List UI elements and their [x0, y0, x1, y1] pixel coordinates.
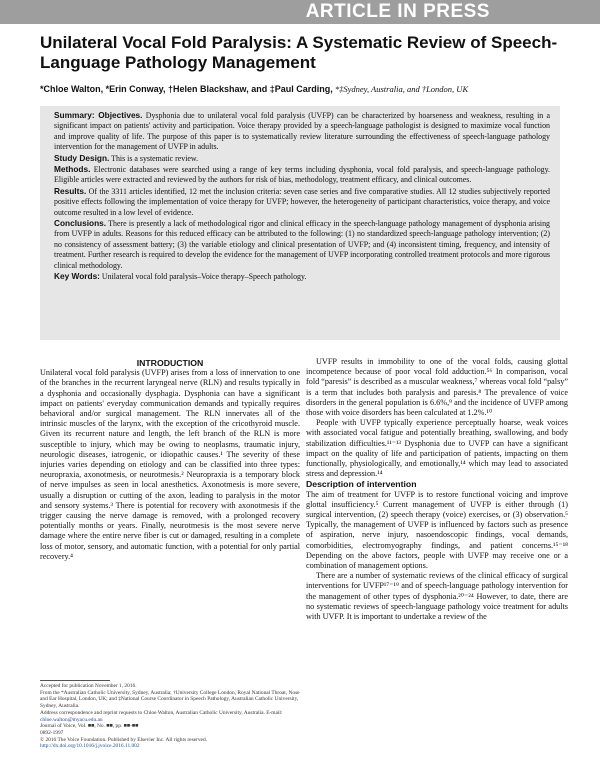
abstract-keywords [54, 271, 550, 282]
conclusions-text: There is presently a lack of methodological rigor and clinical efficacy in the speech-language pathology management of dysphonia arising from UVFP in adults. Reasons for this reduced efficacy can be attributed to the following: (1) no standardized speech-language pathology intervention; (2) no consistency of assessment battery; (3) the variable etiology and clinical presentation of UVFP; and (4) inconsistent timing, frequency, and intensity of treatment. Further research is required to develop the evidence for the management of UVFP incorporating controlled treatment protocols and more rigorous clinical methodology. [54, 219, 550, 270]
summary-text: Dysphonia due to unilateral vocal fold paralysis (UVFP) can be characterized by hoarseness and weakness, resulting in a significant impact on patients' activity and participation. Voice therapy provided by a speech-language pathologist is designed to maximize vocal function and improve quality of life. The purpose of this paper is to systematically review literature surrounding the effectiveness of speech-language pathology intervention for the management of UVFP in adults. [54, 111, 551, 152]
footnote-accepted: Accepted for publication November 1, 2016. [40, 683, 137, 689]
footnotes [40, 683, 302, 750]
left-column [40, 358, 300, 562]
introduction-heading: INTRODUCTION [136, 358, 204, 368]
abstract-design [54, 153, 550, 164]
abstract [54, 110, 550, 283]
intro-paragraph-1: Unilateral vocal fold paralysis (UVFP) arises from a loss of innervation to one of the branches in the recurrent laryngeal nerve (RLN) and results typically in a dysphonia and occasionally dysphagia. Dysphonia can have a significant impact on patients' everyday communication demands and typically requires behavioral and/or surgical management. The RLN innervates all of the intrinsic muscles of the larynx, with the exception of the cricothyroid muscle. Given its recurrent nature and length, the left branch of the RLN is more susceptible to injury, which may be owing to neoplasms, traumatic injury, neurologic diseases, iatrogenic, or idiopathic causes.¹ The severity of these injuries varies depending on etiology and can be classified into three types: neuropraxia, axonotmesis, or neurotmesis.² Neuropraxia is a temporary block of nerve impulses as seen in local anesthetics. Axonotmesis is more severe, usually a disruption or cutting of the axon, leading to paralysis in the motor and sensory systems.³ There is potential for recovery with axonotmesis if the trigger causing the nerve damage is removed, with a prolonged recovery potentially months or years. Finally, neurotmesis is the most severe nerve damage where the entire nerve fiber is cut or damaged, resulting in a complete loss of motor, sensory, and automatic function, with a potential for only partial recovery.⁴ [40, 368, 300, 561]
article-title: Unilateral Vocal Fold Paralysis: A Systematic Review of Speech-Language Pathology Management [40, 33, 558, 72]
footnote-address [40, 710, 302, 723]
footnote-copyright: © 2016 The Voice Foundation. Published by Elsevier Inc. All rights reserved. [40, 736, 207, 743]
right-column [306, 357, 568, 622]
abstract-conclusions [54, 218, 550, 271]
banner-text: ARTICLE IN PRESS [305, 1, 490, 22]
abstract-summary [54, 110, 550, 153]
footnote-issn: 0892-1997 [40, 729, 64, 736]
right-paragraph-1: UVFP results in immobility to one of the vocal folds, causing glottal incompetence because of poor vocal fold adduction.⁵⁶ In comparison, vocal fold “paresis” is described as a muscular weakness,⁷ whereas vocal fold “palsy” is a term that includes both paralysis and paresis.⁸ The prevalence of voice disorders in the general population is 6.6%,⁹ and the incidence of UVFP among those with voice disorders has been calculated at 1.2%.¹⁰ [306, 357, 568, 418]
right-paragraph-2: People with UVFP typically experience perceptually hoarse, weak voices with associated vocal fatigue and potentially breathing, swallowing, and body stabilization difficulties.¹¹⁻¹³ Dysphonia due to UVFP can have a significant impact on the quality of life and participation of patients, impacting on them functionally, physiologically, and emotionally,¹⁴ which may lead to associated stress and depression.¹⁴ [306, 418, 568, 479]
footnote-from: From the *Australian Catholic University, Sydney, Australia; †University College London, Royal National Throat, Nose and Ear Hospital, London, UK; and ‡National Course Coordinator in Speech Pathology, Australian Catholic University, Sydney, Australia. [40, 689, 300, 710]
footnote-email-link[interactable]: chloe.walton@myacu.edu.au [40, 716, 103, 723]
author-line [40, 83, 580, 95]
methods-text: Electronic databases were searched using a range of key terms including dysphonia, vocal fold paralysis, and speech-language pathology. Eligible articles were extracted and reviewed by the authors for risk of bias, methodology, treatment efficacy, and clinical outcomes. [54, 165, 550, 185]
abstract-methods [54, 164, 550, 186]
author-affiliations: *‡Sydney, Australia, and †London, UK [332, 84, 469, 94]
summary-label: Summary: Objectives. [54, 110, 143, 120]
keywords-text: Unilateral vocal fold paralysis–Voice therapy–Speech pathology. [99, 272, 307, 282]
keywords-label: Key Words: [54, 271, 100, 282]
right-paragraph-3: The aim of treatment for UVFP is to restore functional voicing and improve glottal insufficiency.⁵ Current management of UVFP is either through (1) surgical intervention, (2) speech therapy (voice) exercises, or (3) observation.⁵ Typically, the management of UVFP is influenced by factors such as presence of aspiration, nerve injury, nasoendoscopic findings, vocal demands, comorbidities, electromyography findings, and patient concerns.¹⁵⁻¹⁸ Depending on the above factors, people with UVFP may receive one or a combination of management options. [306, 489, 568, 571]
footnote-address-text: Address correspondence and reprint requests to Chloe Walton, Australian Catholic University, Australia. E-mail: [40, 709, 283, 716]
design-label: Study Design. [54, 152, 110, 163]
abstract-results [54, 186, 550, 218]
footnote-journal: Journal of Voice, Vol. ■■, No. ■■, pp. ■■-■■ [40, 723, 139, 730]
conclusions-label: Conclusions. [54, 218, 107, 229]
results-label: Results. [54, 185, 87, 196]
right-paragraph-4: There are a number of systematic reviews of the clinical efficacy of surgical interventions for UVFP¹⁷⁻¹⁹ and of speech-language pathology intervention for the management of other types of dysphonia.²⁰⁻²⁴ However, to date, there are no systematic reviews of speech-language pathology voice treatment for adults with UVFP. It is important to undertake a review of the [306, 571, 568, 622]
author-names: *Chloe Walton, *Erin Conway, †Helen Blackshaw, and ‡Paul Carding, [40, 84, 333, 94]
footnote-doi-link[interactable]: http://dx.doi.org/10.1016/j.jvoice.2016.11.002 [40, 743, 140, 750]
footnote-divider [40, 680, 110, 681]
methods-label: Methods. [54, 164, 91, 175]
design-text: This is a systematic review. [109, 153, 199, 163]
results-text: Of the 3311 articles identified, 12 met the inclusion criteria: seven case series and five comparative studies. All 12 studies subjectively reported positive effects following the implementation of voice therapy for UVFP; however, the heterogeneity of participant characteristics, voice therapy, and voice outcome resulted in a low level of evidence. [54, 186, 550, 217]
intervention-subheading: Description of intervention [306, 479, 417, 490]
article-in-press-banner [0, 0, 600, 24]
